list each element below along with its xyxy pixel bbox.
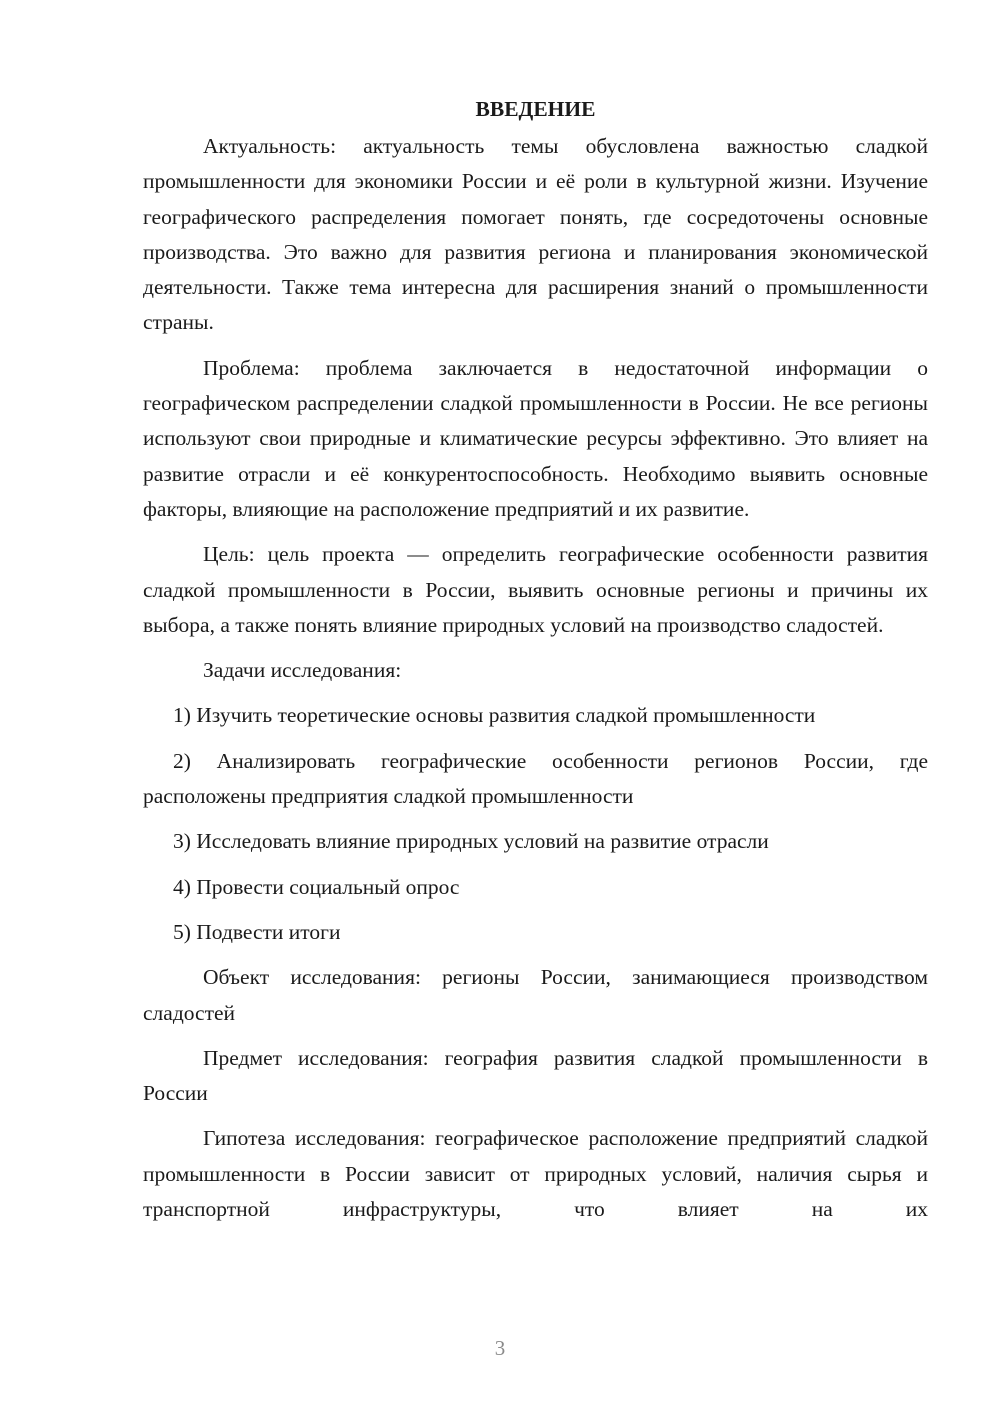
object-paragraph: Объект исследования: регионы России, занимающиеся производством сладостей (143, 965, 928, 1025)
goal-paragraph: Цель: цель проекта — определить географические особенности развития сладкой промышленности в России, выявить основные регионы и причины их выбора, а также понять влияние природных условий на производство сладостей. (143, 542, 928, 637)
page-number: 3 (494, 1336, 506, 1360)
section-title: ВВЕДЕНИЕ (475, 97, 596, 121)
relevance-paragraph: Актуальность: актуальность темы обусловлена важностью сладкой промышленности для экономики России и её роли в культурной жизни. Изучение географического распределения помогает понять, где сосредоточены основные производства. Это важно для развития региона и планирования экономической деятельности. Также тема интересна для расширения знаний о промышленности страны. (143, 134, 928, 335)
task-item: 3) Исследовать влияние природных условий на развитие отрасли (173, 829, 769, 854)
task-item: 2) Анализировать географические особенности регионов России, где расположены предприятия сладкой промышленности (143, 748, 928, 809)
tasks-heading: Задачи исследования: (203, 658, 402, 683)
hypothesis-paragraph: Гипотеза исследования: географическое расположение предприятий сладкой промышленности в России зависит от природных условий, наличия сырья и транспортной инфраструктуры, что влияет на их (143, 1126, 928, 1222)
task-item: 5) Подвести итоги (173, 919, 341, 944)
problem-paragraph: Проблема: проблема заключается в недостаточной информации о географическом распределении сладкой промышленности в России. Не все регионы используют свои природные и климатические ресурсы эффективно. Это влияет на развитие отрасли и её конкурентоспособность. Необходимо выявить основные факторы, влияющие на расположение предприятий и их развитие. (143, 355, 928, 521)
subject-paragraph: Предмет исследования: география развития сладкой промышленности в России (143, 1045, 928, 1106)
task-item: 4) Провести социальный опрос (173, 874, 460, 899)
task-item: 1) Изучить теоретические основы развития сладкой промышленности (173, 703, 816, 728)
page-content (143, 92, 928, 1237)
